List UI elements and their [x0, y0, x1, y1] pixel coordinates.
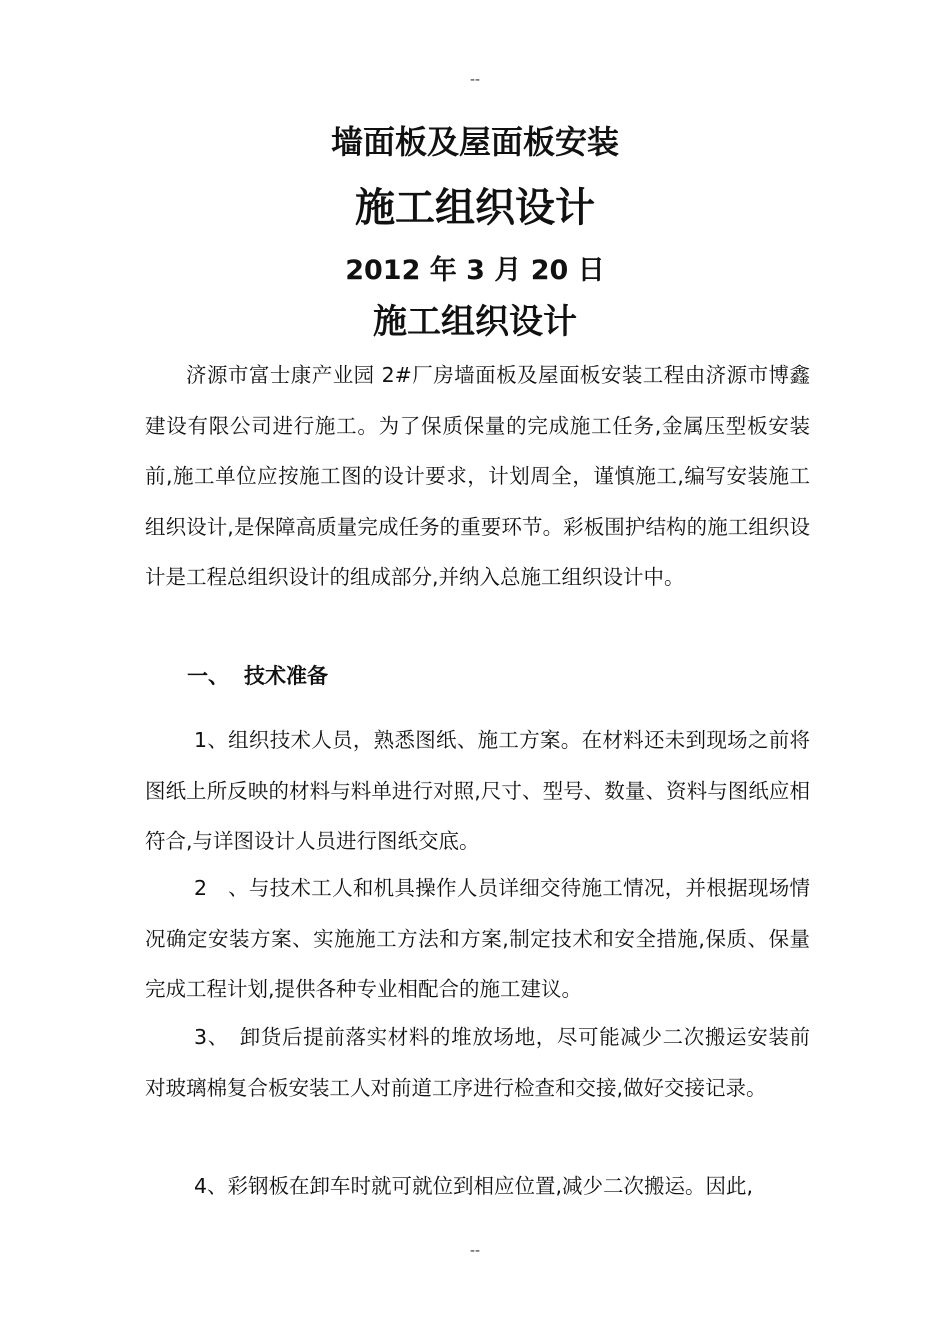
document-title: 墙面板及屋面板安装 — [330, 123, 619, 161]
document-subtitle: 施工组织设计 — [355, 185, 595, 231]
page-marker-top: -- — [469, 72, 481, 88]
section-heading-title: 技术准备 — [244, 664, 328, 688]
intro-paragraph: 济源市富士康产业园 2#厂房墙面板及屋面板安装工程由济源市博鑫建设有限公司进行施工。为了保质保量的完成施工任务,金属压型板安装前,施工单位应按施工图的设计要求，计划周全，谨慎施工,编写安装施工组织设计,是保障高质量完成任务的重要环节。彩板围护结构的施工组织设计是工程总组织设计的组成部分,并纳入总施工组织设计中。 — [145, 363, 810, 589]
section-heading-number: 一、 — [187, 664, 229, 688]
document-date: 2012 年 3 月 20 日 — [345, 255, 605, 286]
list-item: 4、彩钢板在卸车时就可就位到相应位置,减少二次搬运。因此, — [194, 1174, 754, 1198]
page-marker-bottom: -- — [469, 1243, 481, 1259]
section-title: 施工组织设计 — [373, 302, 577, 342]
list-item: 1、组织技术人员，熟悉图纸、施工方案。在材料还未到现场之前将图纸上所反映的材料与料单进行对照,尺寸、型号、数量、资料与图纸应相符合,与详图设计人员进行图纸交底。 — [145, 728, 810, 853]
list-item: 3、 卸货后提前落实材料的堆放场地，尽可能减少二次搬运安装前对玻璃棉复合板安装工人对前道工序进行检查和交接,做好交接记录。 — [145, 1025, 810, 1100]
section-heading — [187, 660, 328, 690]
list-item: 2 、与技术工人和机具操作人员详细交待施工情况，并根据现场情况确定安装方案、实施施工方法和方案,制定技术和安全措施,保质、保量完成工程计划,提供各种专业相配合的施工建议。 — [145, 876, 810, 1001]
